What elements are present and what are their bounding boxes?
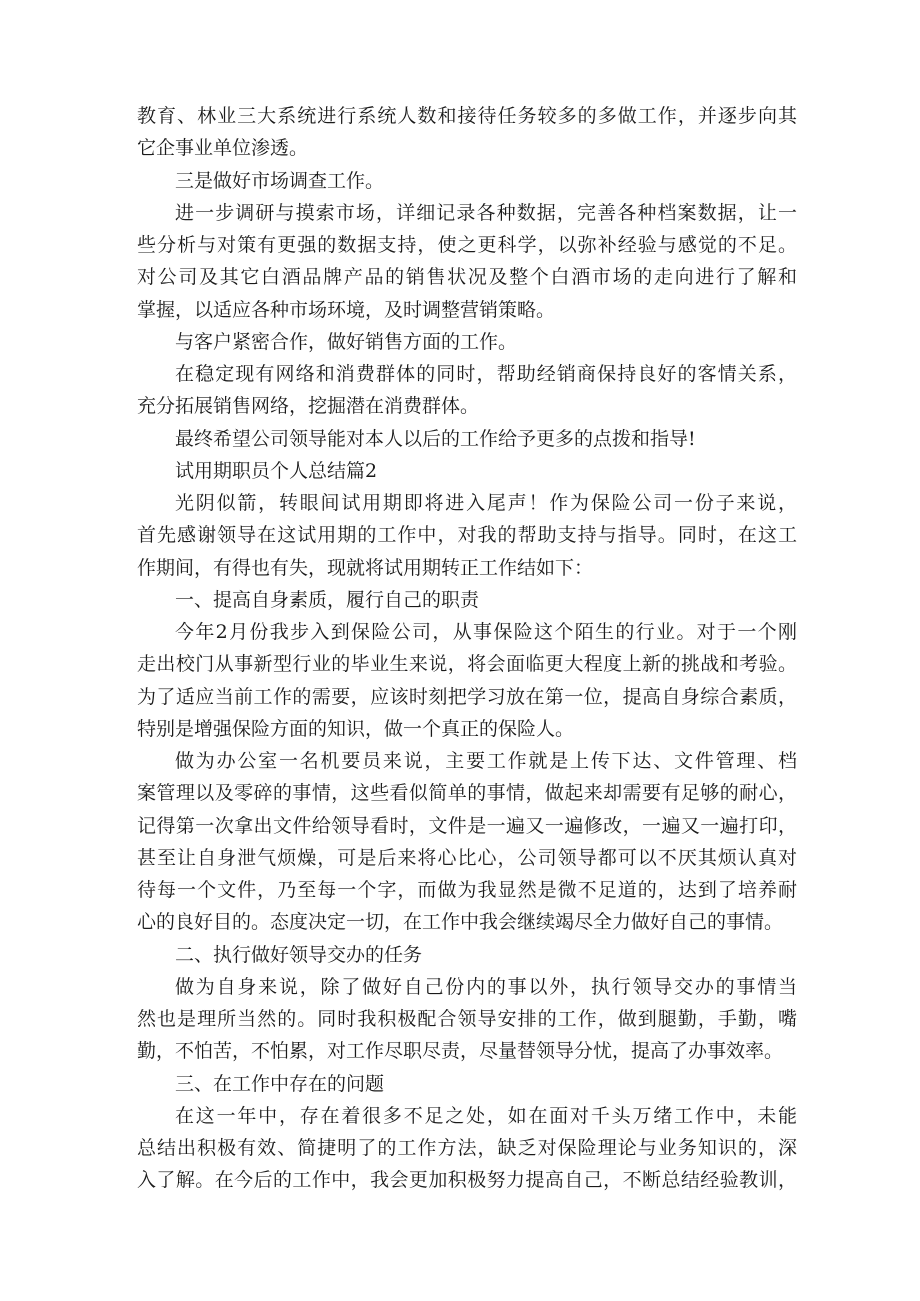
text-line: 试用期职员个人总结篇2: [175, 459, 378, 482]
text-line: 掌握，以适应各种市场环境，及时调整营销策略。: [137, 298, 556, 321]
text-line: 然也是理所当然的。同时我积极配合领导安排的工作，做到腿勤，手勤，嘴: [137, 1008, 797, 1030]
text-line: 充分拓展销售网络，挖掘潜在消费群体。: [137, 395, 480, 418]
text-line: 与客户紧密合作，做好销售方面的工作。: [175, 330, 518, 353]
text-line: 在稳定现有网络和消费群体的同时，帮助经销商保持良好的客情关系，: [175, 363, 797, 385]
text-line: 些分析与对策有更强的数据支持，使之更科学，以弥补经验与感觉的不足。: [137, 234, 797, 256]
text-line: 在这一年中，存在着很多不足之处，如在面对千头万绪工作中，未能: [175, 1104, 797, 1127]
text-line: 特别是增强保险方面的知识，做一个真正的保险人。: [137, 717, 575, 740]
text-line: 作期间，有得也有失，现就将试用期转正工作结如下：: [137, 556, 594, 579]
document-body: [137, 100, 797, 1197]
text-line: 首先感谢领导在这试用期的工作中，对我的帮助支持与指导。同时，在这工: [137, 524, 797, 547]
text-line: 案管理以及零碎的事情，这些看似简单的事情，做起来却需要有足够的耐心，: [137, 782, 797, 805]
text-line: 做为自身来说，除了做好自己份内的事以外，执行领导交办的事情当: [175, 975, 797, 998]
text-line: 二、执行做好领导交办的任务: [175, 943, 423, 966]
text-line: 做为办公室一名机要员来说，主要工作就是上传下达、文件管理、档: [175, 750, 797, 772]
text-line: 教育、林业三大系统进行系统人数和接待任务较多的多做工作，并逐步向其: [137, 105, 797, 127]
text-line: 勤，不怕苦，不怕累，对工作尽职尽责，尽量替领导分忧，提高了办事效率。: [137, 1040, 784, 1063]
text-line: 心的良好目的。态度决定一切，在工作中我会继续竭尽全力做好自己的事情。: [137, 911, 784, 934]
text-line: 走出校门从事新型行业的毕业生来说，将会面临更大程度上新的挑战和考验。: [137, 653, 797, 676]
text-line: 待每一个文件，乃至每一个字，而做为我显然是微不足道的，达到了培养耐: [137, 879, 797, 901]
text-line: 它企事业单位渗透。: [137, 137, 309, 160]
text-line: 为了适应当前工作的需要，应该时刻把学习放在第一位，提高自身综合素质，: [137, 685, 797, 708]
text-line: 三是做好市场调查工作。: [175, 169, 385, 192]
text-line: 最终希望公司领导能对本人以后的工作给予更多的点拨和指导!: [175, 427, 696, 450]
text-line: 一、提高自身素质，履行自己的职责: [175, 588, 480, 611]
text-line: 光阴似箭，转眼间试用期即将进入尾声！作为保险公司一份子来说，: [175, 492, 797, 514]
text-line: 进一步调研与摸索市场，详细记录各种数据，完善各种档案数据，让一: [175, 201, 797, 224]
text-line: 入了解。在今后的工作中，我会更加积极努力提高自己，不断总结经验教训，: [137, 1169, 797, 1192]
text-line: 对公司及其它白酒品牌产品的销售状况及整个白酒市场的走向进行了解和: [137, 266, 797, 289]
text-line: 总结出积极有效、简捷明了的工作方法，缺乏对保险理论与业务知识的，深: [137, 1137, 797, 1159]
text-line: 三、在工作中存在的问题: [175, 1072, 385, 1095]
text-line: 记得第一次拿出文件给领导看时，文件是一遍又一遍修改，一遍又一遍打印，: [137, 814, 797, 837]
text-line: 今年2月份我步入到保险公司，从事保险这个陌生的行业。对于一个刚: [175, 621, 797, 643]
text-line: 甚至让自身泄气烦燥，可是后来将心比心，公司领导都可以不厌其烦认真对: [137, 846, 797, 869]
